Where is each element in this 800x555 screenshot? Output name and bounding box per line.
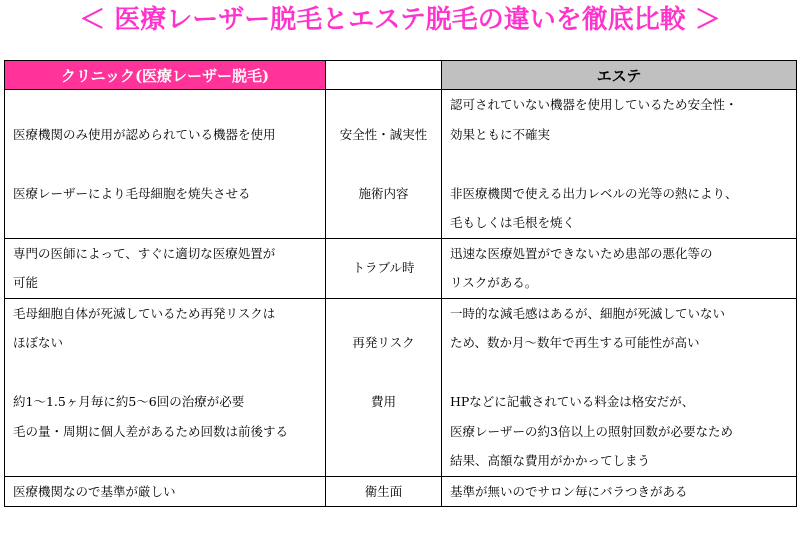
table-header-row [5,61,797,90]
cell-line [334,90,433,120]
cell-line: 一時的な減毛感はあるが、細胞が死滅していない [450,305,726,321]
cell-line: 費用 [370,394,396,409]
cell-line: HPなどに記載されている料金は格安だが、 [450,394,695,409]
cell-line: ほぼない [13,335,64,350]
comparison-table [4,60,797,507]
cell-line: 非医療機関で使える出力レベルの光等の熱により、 [450,185,738,201]
table-row [5,298,797,476]
cell-line: 迅速な医療処置ができないため患部の悪化等の [450,245,713,261]
item-column-header [326,61,442,90]
cell-line: 医療機関のみ使用が認められている機器を使用 [13,126,276,142]
item-cell [326,298,442,476]
cell-line: 約1～1.5ヶ月毎に約5～6回の治療が必要 [13,394,245,409]
cell-line: 基準が無いのでサロン毎にバラつきがある [450,483,688,499]
cell-line [450,149,788,179]
cell-line: トラブル時 [352,260,415,276]
cell-line [13,208,317,238]
cell-line: 可能 [13,275,39,290]
item-cell [326,238,442,298]
este-cell [442,90,797,239]
table-row [5,476,797,507]
cell-line [334,208,433,238]
este-column-header: エステ [442,61,797,90]
cell-line: 安全性・誠実性 [339,126,428,142]
clinic-cell [5,476,326,507]
este-cell [442,238,797,298]
cell-line: 医療レーザーの約3倍以上の照射回数が必要なため [450,423,733,439]
este-cell [442,298,797,476]
clinic-cell [5,90,326,239]
cell-line [334,149,433,179]
table-row [5,90,797,239]
cell-line [13,358,317,388]
clinic-cell [5,238,326,298]
cell-line: リスクがある。 [450,275,538,290]
clinic-cell [5,298,326,476]
cell-line [334,299,433,329]
item-cell [326,90,442,239]
table-row [5,238,797,298]
cell-line: 医療機関なので基準が厳しい [13,483,176,499]
cell-line [13,90,317,120]
cell-line: 医療レーザーにより毛母細胞を焼失させる [13,185,251,201]
cell-line [334,417,433,447]
cell-line: 効果ともに不確実 [450,126,551,142]
cell-line: 毛の量・周期に個人差があるため回数は前後する [13,423,289,439]
page-title: ＜ 医療レーザー脱毛とエステ脱毛の違いを徹底比較 ＞ [79,5,721,35]
cell-line: ため、数か月～数年で再生する可能性が高い [450,335,700,350]
cell-line: 再発リスク [352,335,415,350]
cell-line: 衛生面 [364,483,403,499]
cell-line: 毛もしくは毛根を焼く [450,215,576,230]
cell-line: 施術内容 [358,185,409,201]
item-cell [326,476,442,507]
cell-line [13,149,317,179]
cell-line: 専門の医師によって、すぐに適切な医療処置が [13,245,276,261]
cell-line [334,358,433,388]
cell-line: 結果、高額な費用がかかってしまう [450,453,651,468]
cell-line [450,358,788,388]
cell-line: 認可されていない機器を使用しているため安全性・ [450,97,738,112]
clinic-column-header: クリニック(医療レーザー脱毛) [5,61,326,90]
este-cell [442,476,797,507]
cell-line: 毛母細胞自体が死滅しているため再発リスクは [13,305,276,321]
cell-line [334,446,433,476]
cell-line [13,446,317,476]
